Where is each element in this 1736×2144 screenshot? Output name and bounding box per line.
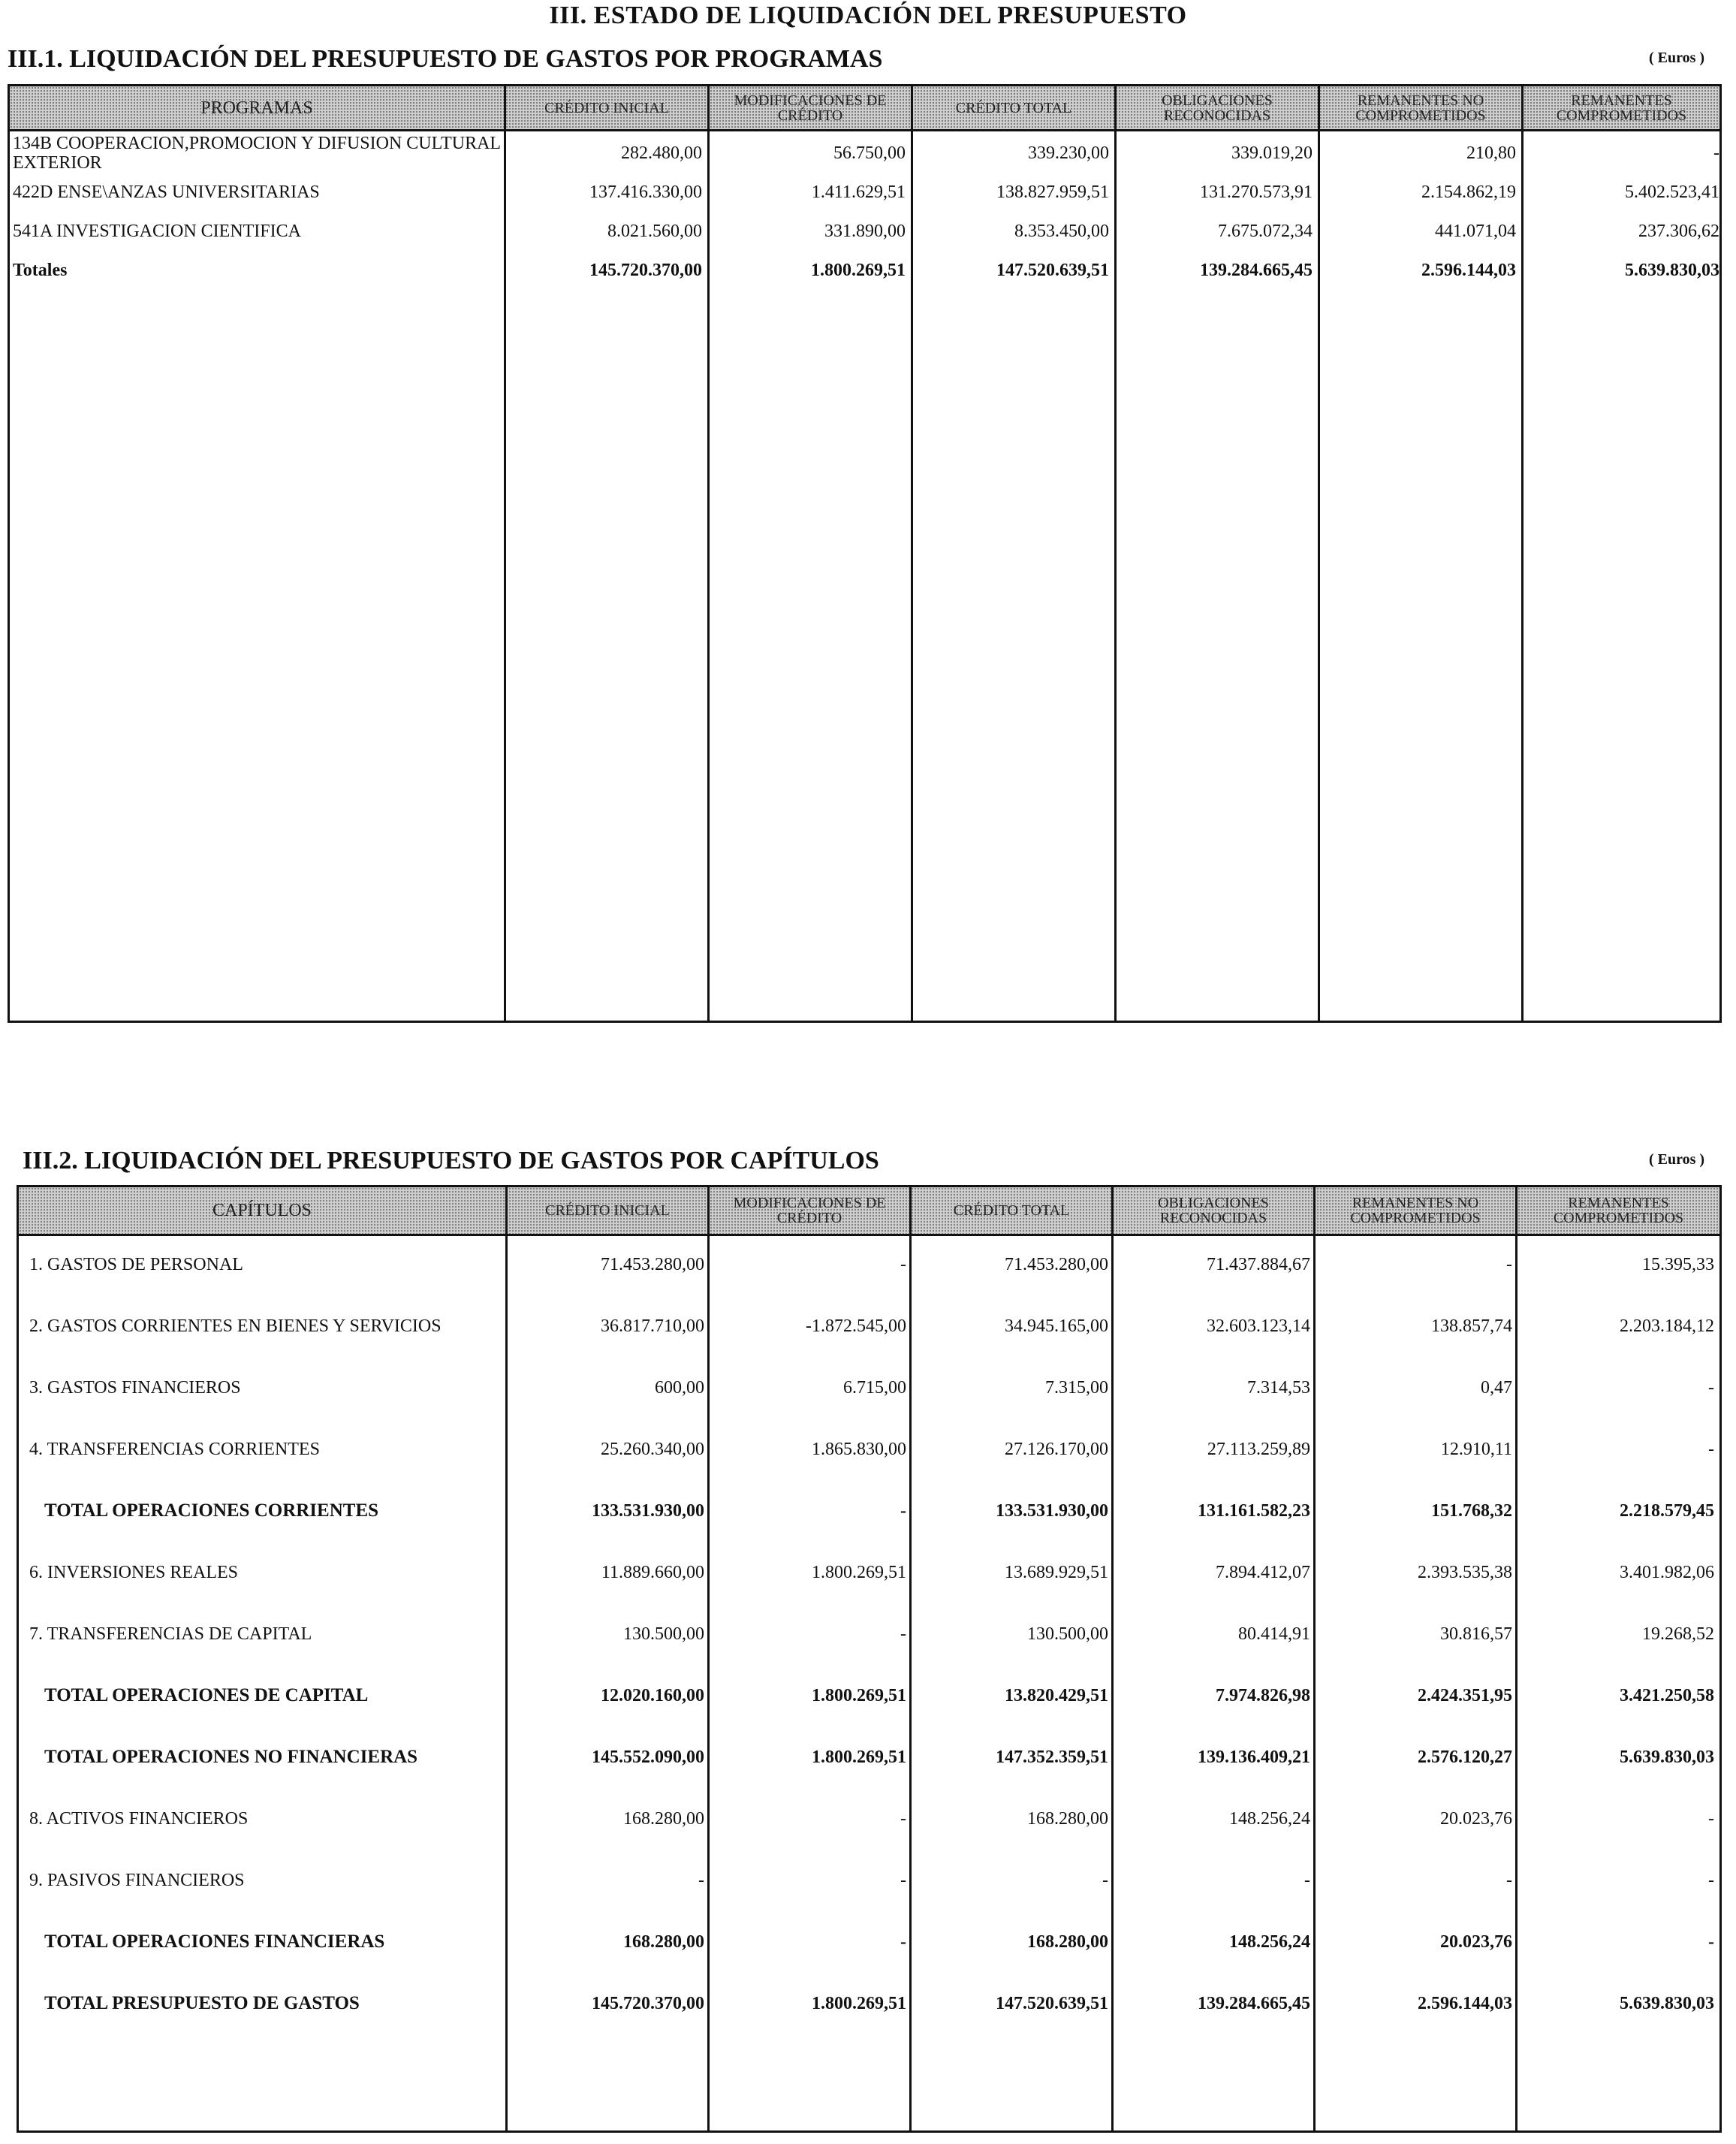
cell-value: 32.603.123,14 <box>1207 1316 1310 1336</box>
cell-value: 168.280,00 <box>623 1931 704 1952</box>
table-row <box>19 1242 1719 1287</box>
cell-value: 56.750,00 <box>833 143 906 163</box>
cell-value: 133.531.930,00 <box>592 1500 704 1521</box>
header-modificaciones: MODIFICACIONES DE CRÉDITO <box>733 1195 886 1226</box>
cell-value: 30.816,57 <box>1440 1624 1512 1644</box>
header-remanentes-no: REMANENTES NO COMPROMETIDOS <box>1355 92 1486 124</box>
cell-value: 145.720.370,00 <box>589 260 702 280</box>
cell-value: 5.402.523,41 <box>1625 182 1719 202</box>
table-row <box>10 134 1719 172</box>
header-modificaciones: MODIFICACIONES DE CRÉDITO <box>734 92 887 124</box>
cell-value: 1.800.269,51 <box>812 1685 906 1705</box>
cell-value: - <box>1506 1870 1512 1890</box>
row-label: 541A INVESTIGACION CIENTIFICA <box>13 221 301 241</box>
cell-value: 130.500,00 <box>1027 1624 1108 1644</box>
header-credito-total: CRÉDITO TOTAL <box>953 1202 1070 1219</box>
row-label: Totales <box>13 260 68 280</box>
row-label: 7. TRANSFERENCIAS DE CAPITAL <box>29 1624 312 1644</box>
cell-value: 2.424.351,95 <box>1418 1685 1512 1705</box>
header-remanentes: REMANENTES COMPROMETIDOS <box>1553 1195 1684 1226</box>
cell-value: 147.352.359,51 <box>996 1747 1108 1767</box>
row-label: TOTAL OPERACIONES DE CAPITAL <box>44 1685 369 1705</box>
row-label: 9. PASIVOS FINANCIEROS <box>29 1870 245 1890</box>
section1-units: ( Euros ) <box>1649 50 1705 66</box>
cell-value: 339.019,20 <box>1231 143 1313 163</box>
cell-value: 11.889.660,00 <box>601 1562 704 1582</box>
cell-value: 148.256,24 <box>1229 1931 1310 1952</box>
cell-value: - <box>1304 1870 1310 1890</box>
cell-value: 36.817.710,00 <box>601 1316 704 1336</box>
cell-value: 25.260.340,00 <box>601 1439 704 1459</box>
cell-value: 331.890,00 <box>824 221 906 241</box>
cell-value: 137.416.330,00 <box>589 182 702 202</box>
section2-units: ( Euros ) <box>1649 1151 1705 1168</box>
table-row <box>19 1919 1719 1965</box>
cell-value: - <box>900 1808 906 1829</box>
table-header <box>19 1187 1719 1236</box>
cell-value: 3.401.982,06 <box>1620 1562 1714 1582</box>
table-row <box>19 1673 1719 1718</box>
table-row <box>10 173 1719 211</box>
cell-value: 2.596.144,03 <box>1418 1993 1512 2013</box>
row-label: TOTAL OPERACIONES CORRIENTES <box>44 1500 379 1521</box>
cell-value: 2.154.862,19 <box>1421 182 1516 202</box>
cell-value: 168.280,00 <box>1027 1808 1108 1829</box>
cell-value: 138.827.959,51 <box>996 182 1109 202</box>
cell-value: - <box>698 1870 704 1890</box>
header-credito-inicial: CRÉDITO INICIAL <box>545 1202 670 1219</box>
cell-value: 2.576.120,27 <box>1418 1747 1512 1767</box>
cell-value: 13.689.929,51 <box>1005 1562 1108 1582</box>
table-row <box>19 1488 1719 1533</box>
cell-value: 339.230,00 <box>1028 143 1109 163</box>
row-label: 2. GASTOS CORRIENTES EN BIENES Y SERVICIOS <box>29 1316 442 1336</box>
cell-value: 131.161.582,23 <box>1198 1500 1310 1521</box>
header-obligaciones: OBLIGACIONES RECONOCIDAS <box>1158 1195 1269 1226</box>
cell-value: 139.284.665,45 <box>1200 260 1313 280</box>
cell-value: 34.945.165,00 <box>1005 1316 1108 1336</box>
cell-value: 168.280,00 <box>623 1808 704 1829</box>
cell-value: 133.531.930,00 <box>996 1500 1108 1521</box>
cell-value: 5.639.830,03 <box>1620 1747 1714 1767</box>
cell-value: 12.910,11 <box>1440 1439 1512 1459</box>
header-remanentes: REMANENTES COMPROMETIDOS <box>1556 92 1687 124</box>
cell-value: 0,47 <box>1481 1377 1512 1398</box>
cell-value: 2.596.144,03 <box>1421 260 1516 280</box>
cell-value: 138.857,74 <box>1431 1316 1512 1336</box>
cell-value: 1.411.629,51 <box>811 182 906 202</box>
cell-value: 20.023,76 <box>1440 1808 1512 1829</box>
cell-value: - <box>1708 1870 1714 1890</box>
cell-value: 151.768,32 <box>1431 1500 1512 1521</box>
cell-value: 145.720.370,00 <box>592 1993 704 2013</box>
cell-value: 7.314,53 <box>1247 1377 1310 1398</box>
header-remanentes-no: REMANENTES NO COMPROMETIDOS <box>1350 1195 1481 1226</box>
cell-value: 12.020.160,00 <box>601 1685 704 1705</box>
row-label: 1. GASTOS DE PERSONAL <box>29 1254 243 1274</box>
cell-value: 237.306,62 <box>1638 221 1719 241</box>
table-row <box>10 213 1719 250</box>
cell-value: 1.800.269,51 <box>812 1993 906 2013</box>
cell-value: 1.865.830,00 <box>812 1439 906 1459</box>
cell-value: 210,80 <box>1466 143 1516 163</box>
table-row <box>19 1981 1719 2026</box>
section1-title: III.1. LIQUIDACIÓN DEL PRESUPUESTO DE GASTOS POR PROGRAMAS <box>8 45 883 73</box>
cell-value: 19.268,52 <box>1642 1624 1714 1644</box>
row-label: TOTAL OPERACIONES FINANCIERAS <box>44 1931 385 1952</box>
header-obligaciones: OBLIGACIONES RECONOCIDAS <box>1162 92 1273 124</box>
cell-value: 1.800.269,51 <box>812 1747 906 1767</box>
cell-value: 145.552.090,00 <box>592 1747 704 1767</box>
cell-value: 139.284.665,45 <box>1198 1993 1310 2013</box>
cell-value: 5.639.830,03 <box>1625 260 1719 280</box>
capitulos-table <box>17 1185 1722 2133</box>
cell-value: 3.421.250,58 <box>1620 1685 1714 1705</box>
cell-value: 148.256,24 <box>1229 1808 1310 1829</box>
table-row <box>19 1365 1719 1410</box>
cell-value: - <box>1713 143 1719 163</box>
cell-value: 6.715,00 <box>843 1377 906 1398</box>
cell-value: 441.071,04 <box>1435 221 1516 241</box>
cell-value: 8.353.450,00 <box>1014 221 1109 241</box>
cell-value: 168.280,00 <box>1027 1931 1108 1952</box>
header-credito-inicial: CRÉDITO INICIAL <box>544 99 669 116</box>
cell-value: 8.021.560,00 <box>607 221 702 241</box>
cell-value: - <box>900 1870 906 1890</box>
table-row <box>10 252 1719 289</box>
table-row <box>19 1796 1719 1841</box>
row-label: TOTAL PRESUPUESTO DE GASTOS <box>44 1993 360 2013</box>
cell-value: 7.974.826,98 <box>1216 1685 1310 1705</box>
cell-value: 600,00 <box>655 1377 704 1398</box>
cell-value: 71.453.280,00 <box>1005 1254 1108 1274</box>
table-row <box>19 1550 1719 1595</box>
row-label: 8. ACTIVOS FINANCIEROS <box>29 1808 249 1829</box>
cell-value: - <box>1708 1808 1714 1829</box>
cell-value: 7.675.072,34 <box>1218 221 1313 241</box>
cell-value: 282.480,00 <box>621 143 702 163</box>
cell-value: 5.639.830,03 <box>1620 1993 1714 2013</box>
header-programas: PROGRAMAS <box>200 98 313 118</box>
cell-value: 139.136.409,21 <box>1198 1747 1310 1767</box>
cell-value: 147.520.639,51 <box>996 1993 1108 2013</box>
table-row <box>19 1735 1719 1780</box>
cell-value: - <box>1708 1377 1714 1398</box>
cell-value: 2.393.535,38 <box>1418 1562 1512 1582</box>
cell-value: - <box>900 1500 906 1521</box>
cell-value: - <box>1506 1254 1512 1274</box>
cell-value: 27.113.259,89 <box>1207 1439 1310 1459</box>
table-row <box>19 1612 1719 1657</box>
cell-value: - <box>900 1931 906 1952</box>
cell-value: 15.395,33 <box>1642 1254 1714 1274</box>
table-row <box>19 1304 1719 1349</box>
table-row <box>19 1858 1719 1903</box>
row-label: 134B COOPERACION,PROMOCION Y DIFUSION CULTURAL EXTERIOR <box>13 134 501 173</box>
cell-value: 13.820.429,51 <box>1005 1685 1108 1705</box>
cell-value: 20.023,76 <box>1440 1931 1512 1952</box>
row-label: TOTAL OPERACIONES NO FINANCIERAS <box>44 1747 418 1767</box>
cell-value: 2.203.184,12 <box>1620 1316 1714 1336</box>
cell-value: 1.800.269,51 <box>811 260 906 280</box>
cell-value: 1.800.269,51 <box>812 1562 906 1582</box>
section2-title: III.2. LIQUIDACIÓN DEL PRESUPUESTO DE GASTOS POR CAPÍTULOS <box>23 1147 879 1175</box>
programas-table <box>8 84 1722 1023</box>
header-capitulos: CAPÍTULOS <box>212 1201 312 1220</box>
header-credito-total: CRÉDITO TOTAL <box>955 99 1072 116</box>
cell-value: 7.894.412,07 <box>1216 1562 1310 1582</box>
cell-value: - <box>1102 1870 1108 1890</box>
cell-value: - <box>1708 1439 1714 1459</box>
cell-value: 27.126.170,00 <box>1005 1439 1108 1459</box>
page-title: III. ESTADO DE LIQUIDACIÓN DEL PRESUPUESTO <box>549 2 1187 29</box>
cell-value: -1.872.545,00 <box>806 1316 906 1336</box>
cell-value: - <box>900 1254 906 1274</box>
table-header <box>10 86 1719 131</box>
row-label: 6. INVERSIONES REALES <box>29 1562 239 1582</box>
cell-value: 80.414,91 <box>1238 1624 1310 1644</box>
cell-value: 131.270.573,91 <box>1200 182 1313 202</box>
cell-value: 147.520.639,51 <box>996 260 1109 280</box>
cell-value: 71.437.884,67 <box>1207 1254 1310 1274</box>
cell-value: - <box>1708 1931 1714 1952</box>
cell-value: 7.315,00 <box>1045 1377 1108 1398</box>
cell-value: 130.500,00 <box>623 1624 704 1644</box>
row-label: 422D ENSE\ANZAS UNIVERSITARIAS <box>13 182 320 202</box>
table-row <box>19 1427 1719 1472</box>
row-label: 3. GASTOS FINANCIEROS <box>29 1377 241 1398</box>
row-label: 4. TRANSFERENCIAS CORRIENTES <box>29 1439 320 1459</box>
cell-value: - <box>900 1624 906 1644</box>
cell-value: 2.218.579,45 <box>1620 1500 1714 1521</box>
cell-value: 71.453.280,00 <box>601 1254 704 1274</box>
